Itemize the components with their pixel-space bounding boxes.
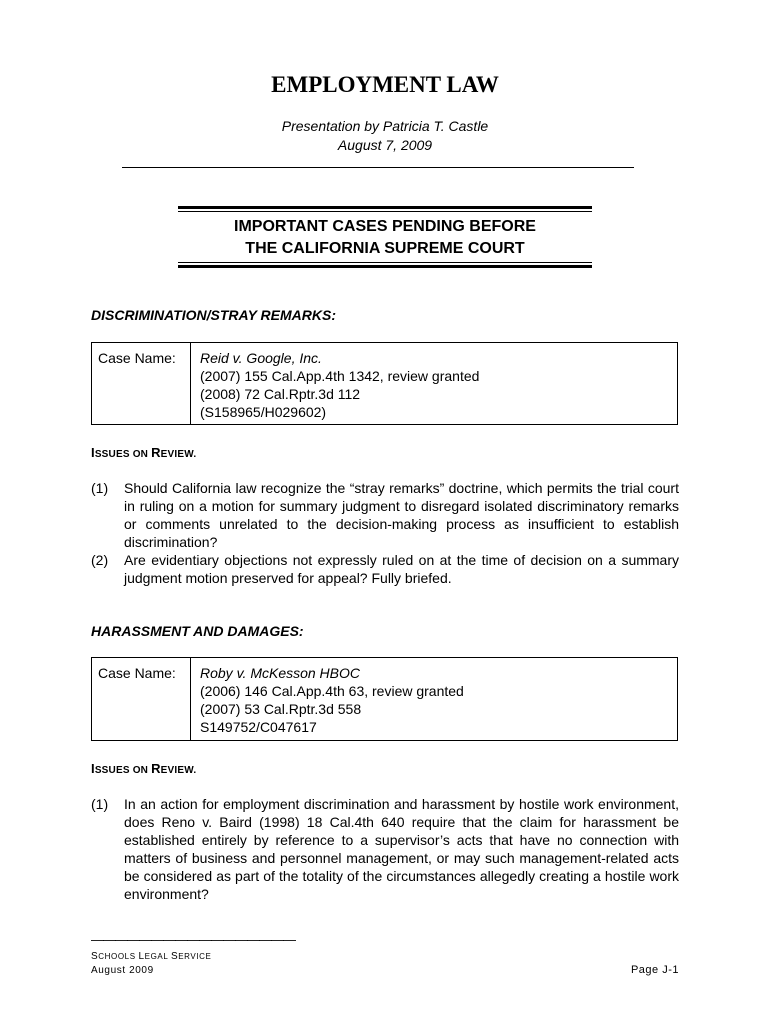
case-details bbox=[200, 349, 479, 421]
banner-heading bbox=[178, 216, 592, 260]
page-number: Page J-1 bbox=[630, 964, 679, 976]
banner-rule-thick-bottom bbox=[178, 265, 592, 268]
section-heading: DISCRIMINATION/STRAY REMARKS: bbox=[91, 307, 336, 323]
issue-list bbox=[91, 479, 679, 587]
case-docket: S149752/C047617 bbox=[200, 719, 317, 735]
case-citation: (2008) 72 Cal.Rptr.3d 112 bbox=[200, 386, 361, 402]
case-citation: (2007) 155 Cal.App.4th 1342, review granted bbox=[200, 368, 480, 384]
banner-rule-thin-bottom bbox=[178, 262, 592, 263]
issues-heading: ISSUES ON REVIEW. bbox=[91, 761, 197, 776]
organization-name: SCHOOLS LEGAL SERVICE bbox=[91, 951, 212, 962]
presentation-byline bbox=[0, 117, 770, 155]
presentation-date: August 7, 2009 bbox=[337, 137, 433, 153]
issue-item bbox=[91, 479, 679, 551]
case-label: Case Name: bbox=[92, 343, 191, 424]
issue-text: In an action for employment discrimination and harassment by hostile work environment, does Reno v. Baird (1998) 18 Cal.4th 640 require that the claim for harassment be established entirely by reference to a supervisor’s acts that have no connection with matters of business and personnel management, or may such management-related acts be considered as part of the totality of the circumstances allegedly creating a hostile work environment? bbox=[124, 796, 679, 902]
banner-rule-thin-top bbox=[178, 211, 592, 212]
case-label: Case Name: bbox=[92, 658, 191, 740]
banner-line-1: IMPORTANT CASES PENDING BEFORE bbox=[234, 218, 536, 235]
header-divider bbox=[122, 167, 634, 168]
issue-number: (1) bbox=[91, 480, 109, 496]
case-box bbox=[91, 342, 678, 425]
case-details bbox=[200, 664, 464, 736]
issue-number: (1) bbox=[91, 796, 109, 812]
issue-number: (2) bbox=[91, 552, 109, 568]
case-citation: (2006) 146 Cal.App.4th 63, review granted bbox=[200, 683, 464, 699]
section-heading: HARASSMENT AND DAMAGES: bbox=[91, 623, 304, 639]
document-title: EMPLOYMENT LAW bbox=[271, 72, 499, 97]
issues-heading: ISSUES ON REVIEW. bbox=[91, 445, 197, 460]
case-name: Roby v. McKesson HBOC bbox=[200, 665, 361, 681]
footer-divider: ————————————————— bbox=[91, 932, 295, 947]
case-docket: (S158965/H029602) bbox=[200, 404, 327, 420]
footer-date: August 2009 bbox=[91, 965, 154, 976]
banner-rule-thick-top bbox=[178, 206, 592, 209]
issue-item bbox=[91, 795, 679, 903]
issue-item bbox=[91, 551, 679, 587]
case-box bbox=[91, 657, 678, 741]
case-name: Reid v. Google, Inc. bbox=[200, 350, 322, 366]
banner-line-2: THE CALIFORNIA SUPREME COURT bbox=[245, 240, 525, 257]
footer-organization bbox=[91, 950, 211, 978]
issue-list bbox=[91, 795, 679, 903]
presenter-name: Presentation by Patricia T. Castle bbox=[281, 118, 489, 134]
issue-text: Should California law recognize the “stray remarks” doctrine, which permits the trial court in ruling on a motion for summary judgment to disregard isolated discriminatory remarks or comments unrelated to the decision-making process as insufficient to establish discrimination? bbox=[124, 480, 679, 550]
issue-text: Are evidentiary objections not expressly ruled on at the time of decision on a summary judgment motion preserved for appeal? Fully briefed. bbox=[124, 552, 679, 586]
case-citation: (2007) 53 Cal.Rptr.3d 558 bbox=[200, 701, 362, 717]
